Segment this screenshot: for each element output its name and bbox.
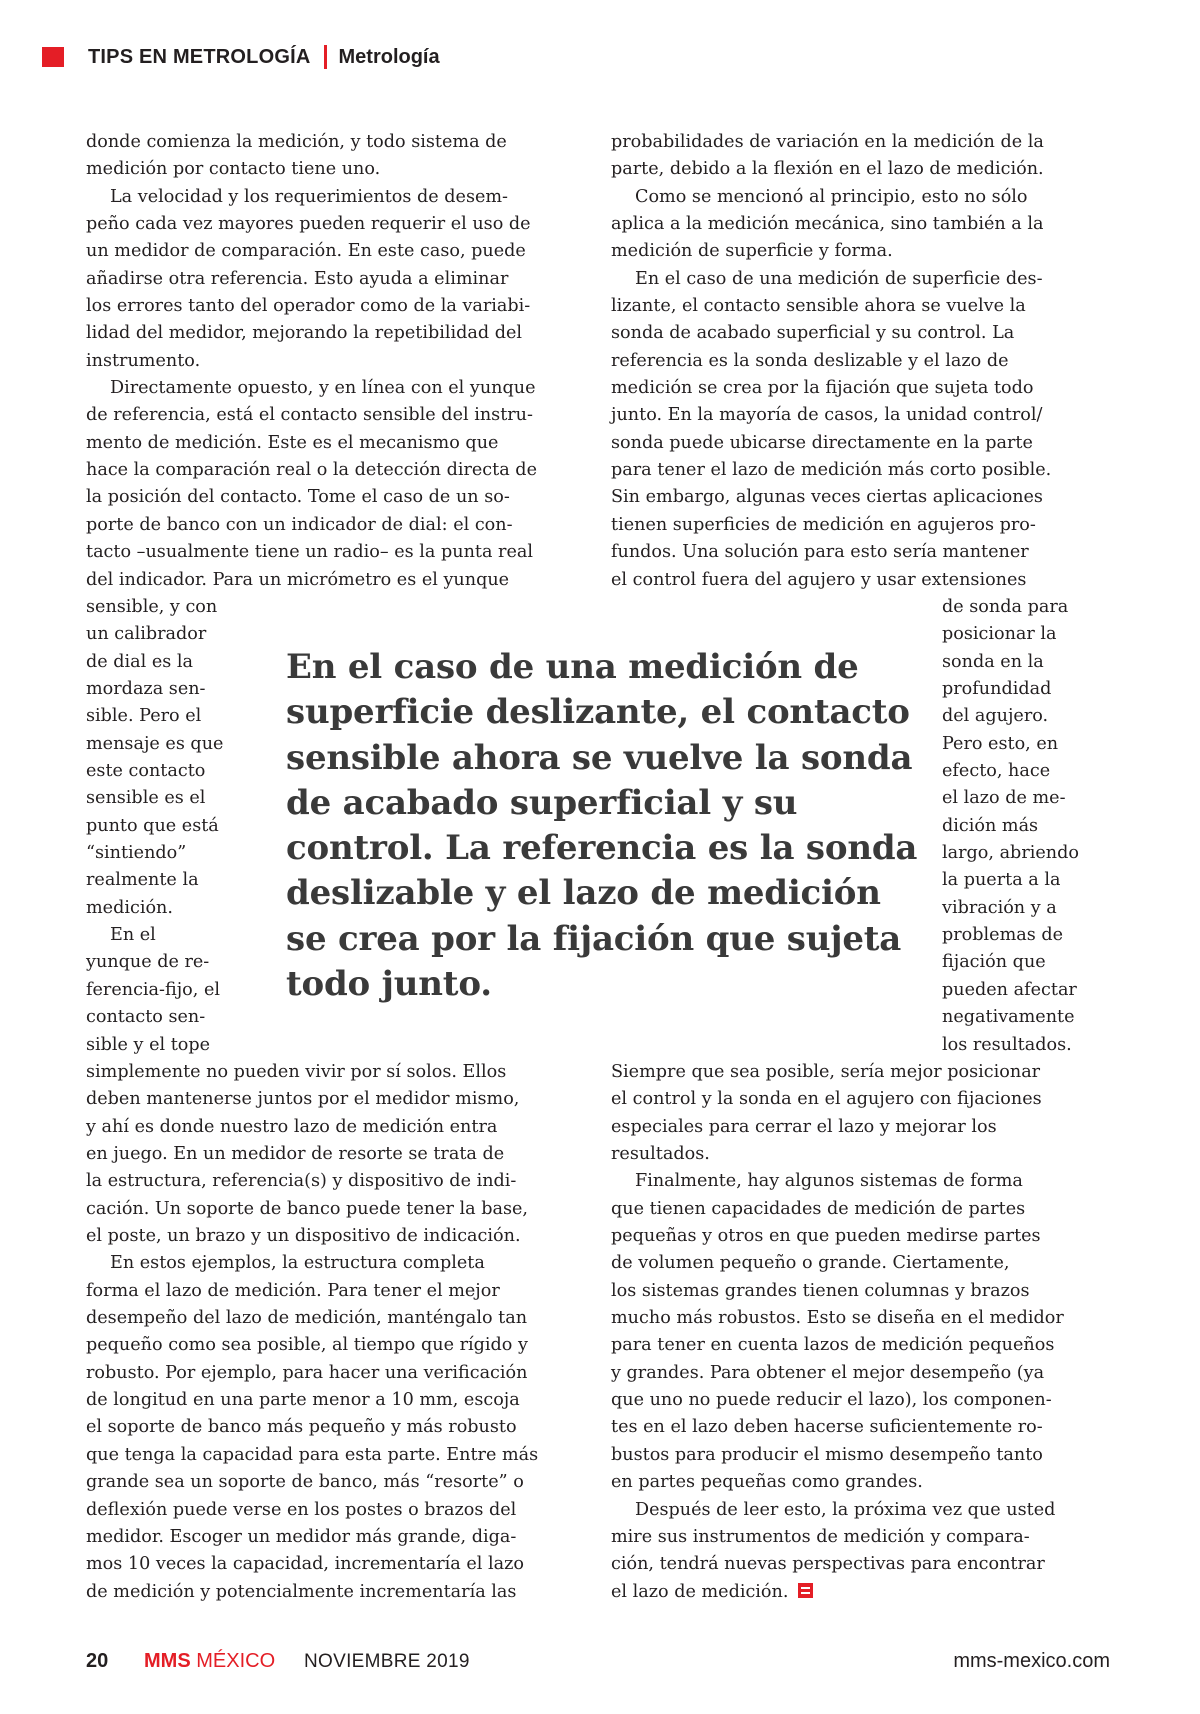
text-line: sible. Pero el (86, 706, 202, 727)
text-line: pequeño como sea posible, al tiempo que rígido y (86, 1335, 528, 1356)
text-line: En el caso de una medición de superficie des- (635, 268, 1043, 289)
text-line: mento de medición. Este es el mecanismo que (86, 432, 499, 453)
pull-quote-line: superficie deslizante, el contacto (286, 692, 910, 733)
text-line: especiales para cerrar el lazo y mejorar los (611, 1116, 997, 1137)
text-line: vibración y a (942, 897, 1057, 918)
text-line: mire sus instrumentos de medición y compara- (611, 1526, 1030, 1547)
text-line: ción, tendrá nuevas perspectivas para encontrar (611, 1554, 1045, 1575)
text-line: posicionar la (942, 624, 1057, 645)
text-line: medición se crea por la fijación que sujeta todo (611, 378, 1034, 399)
text-line: instrumento. (86, 350, 201, 371)
text-line: simplemente no pueden vivir por sí solos. Ellos (86, 1062, 507, 1082)
section-title: TIPS EN METROLOGÍA (88, 45, 311, 68)
text-line: negativamente (942, 1007, 1075, 1028)
text-line: contacto sen- (86, 1007, 206, 1028)
text-line: “sintiendo” (86, 843, 187, 864)
text-line: el control fuera del agujero y usar extensiones (611, 569, 1027, 590)
text-line: sensible, y con (86, 597, 218, 617)
text-line: hace la comparación real o la detección directa de (86, 460, 537, 481)
text-line: referencia es la sonda deslizable y el lazo de (611, 350, 1009, 371)
right-column-narrow (942, 594, 1079, 1059)
text-line: un calibrador (86, 624, 207, 645)
text-line: mensaje es que (86, 733, 224, 754)
magazine-brand (144, 1650, 275, 1673)
brand-rest: MÉXICO (190, 1650, 276, 1672)
pull-quote-line: todo junto. (286, 964, 492, 1005)
text-line: forma el lazo de medición. Para tener el mejor (86, 1280, 500, 1301)
left-column-top (86, 129, 537, 594)
text-line: fijación que (942, 952, 1046, 973)
text-line: punto que está (86, 815, 219, 836)
pull-quote-line: control. La referencia es la sonda (286, 828, 918, 869)
right-column-bottom (611, 1059, 1064, 1606)
text-line: deben mantenerse juntos por el medidor mismo, (86, 1089, 520, 1110)
text-line: Finalmente, hay algunos sistemas de forma (635, 1171, 1023, 1192)
text-line: medición de superficie y forma. (611, 241, 893, 262)
text-line: un medidor de comparación. En este caso, puede (86, 241, 526, 262)
text-line: pueden afectar (942, 979, 1077, 1000)
text-line: este contacto (86, 761, 206, 782)
text-line: yunque de re- (86, 952, 210, 973)
text-line: bustos para producir el mismo desempeño tanto (611, 1444, 1043, 1465)
text-line: dición más (942, 815, 1039, 836)
text-line: largo, abriendo (942, 843, 1079, 864)
text-line: cación. Un soporte de banco puede tener la base, (86, 1198, 529, 1219)
text-line: que tienen capacidades de medición de partes (611, 1198, 1026, 1219)
text-line: efecto, hace (942, 761, 1051, 782)
text-line: En estos ejemplos, la estructura completa (110, 1253, 485, 1274)
text-line: y ahí es donde nuestro lazo de medición entra (86, 1116, 498, 1137)
text-line: junto. En la mayoría de casos, la unidad control/ (611, 405, 1043, 426)
text-line: los sistemas grandes tienen columnas y brazos (611, 1280, 1030, 1301)
text-line: Siempre que sea posible, sería mejor posicionar (611, 1062, 1041, 1082)
left-column-narrow (86, 594, 223, 1059)
text-line: medidor. Escoger un medidor más grande, diga- (86, 1526, 517, 1547)
text-line: fundos. Una solución para esto sería mantener (611, 542, 1029, 563)
text-line: la posición del contacto. Tome el caso de un so- (86, 487, 510, 508)
text-line: el soporte de banco más pequeño y más robusto (86, 1417, 517, 1438)
text-line: el poste, un brazo y un dispositivo de indicación. (86, 1226, 521, 1247)
text-line: Como se mencionó al principio, esto no sólo (635, 186, 1028, 207)
text-line: y grandes. Para obtener el mejor desempeño (ya (611, 1362, 1045, 1383)
text-line: grande sea un soporte de banco, más “resorte” o (86, 1472, 524, 1493)
left-column-bottom (86, 1059, 538, 1606)
text-line: robusto. Por ejemplo, para hacer una verificación (86, 1362, 528, 1383)
text-line: En el (110, 925, 156, 946)
text-line: sonda puede ubicarse directamente en la parte (611, 432, 1033, 453)
text-line: para tener el lazo de medición más corto posible. (611, 460, 1052, 481)
text-line: añadirse otra referencia. Esto ayuda a eliminar (86, 268, 509, 289)
text-line: desempeño del lazo de medición, manténgalo tan (86, 1308, 528, 1329)
pull-quote-line: de acabado superficial y su (286, 782, 798, 823)
text-line: porte de banco con un indicador de dial: el con- (86, 514, 513, 535)
text-line: para tener en cuenta lazos de medición pequeños (611, 1335, 1055, 1356)
text-line: Directamente opuesto, y en línea con el yunque (110, 378, 536, 399)
text-line: La velocidad y los requerimientos de desem- (110, 186, 509, 207)
text-line: de sonda para (942, 597, 1069, 617)
text-line: del indicador. Para un micrómetro es el yunque (86, 569, 510, 590)
pull-quote-line: se crea por la fijación que sujeta (286, 918, 902, 959)
right-column-top (611, 129, 1051, 594)
text-line: sensible es el (86, 788, 206, 809)
text-line: profundidad (942, 679, 1052, 700)
section-category: Metrología (338, 45, 440, 68)
text-line: sonda en la (942, 651, 1044, 672)
text-line: peño cada vez mayores pueden requerir el uso de (86, 214, 531, 235)
text-line: tienen superficies de medición en agujeros pro- (611, 514, 1036, 535)
text-line: medición. (86, 897, 173, 918)
text-line: Después de leer esto, la próxima vez que usted (635, 1499, 1056, 1520)
text-line: la puerta a la (942, 870, 1061, 891)
text-line: donde comienza la medición, y todo sistema de (86, 132, 507, 152)
text-line: lidad del medidor, mejorando la repetibilidad del (86, 323, 523, 344)
pull-quote-line: deslizable y el lazo de medición (286, 873, 881, 914)
text-line: ferencia-fijo, el (86, 979, 220, 1000)
text-line: problemas de (942, 925, 1064, 946)
text-line: mucho más robustos. Esto se diseña en el medidor (611, 1308, 1064, 1329)
text-line: aplica a la medición mecánica, sino también a la (611, 214, 1044, 235)
text-line: en partes pequeñas como grandes. (611, 1472, 923, 1493)
text-line: que uno no puede reducir el lazo), los componen- (611, 1390, 1052, 1411)
pull-quote-line: sensible ahora se vuelve la sonda (286, 737, 913, 778)
text-line: resultados. (611, 1144, 710, 1165)
red-square-icon (42, 47, 64, 67)
text-line: la estructura, referencia(s) y dispositivo de indi- (86, 1171, 517, 1192)
text-line: del agujero. (942, 706, 1049, 727)
page-footer (86, 1650, 1110, 1678)
end-of-article-icon (798, 1583, 813, 1598)
text-line: deflexión puede verse en los postes o brazos del (86, 1499, 517, 1520)
website-url[interactable]: mms-mexico.com (953, 1650, 1110, 1672)
text-line: realmente la (86, 870, 199, 891)
text-line: pequeñas y otros en que pueden medirse partes (611, 1226, 1041, 1247)
issue-date: NOVIEMBRE 2019 (304, 1651, 470, 1672)
page-header (42, 42, 440, 72)
text-line: Pero esto, en (942, 733, 1059, 754)
text-line: sible y el tope (86, 1034, 211, 1055)
text-line: de dial es la (86, 651, 194, 672)
text-line: el control y la sonda en el agujero con fijaciones (611, 1089, 1042, 1110)
text-line: parte, debido a la flexión en el lazo de medición. (611, 159, 1044, 180)
text-line: el lazo de medición. (611, 1579, 1064, 1606)
text-line: mordaza sen- (86, 679, 206, 700)
text-line: de volumen pequeño o grande. Ciertamente, (611, 1253, 1010, 1274)
text-line: el lazo de me- (942, 788, 1066, 809)
text-line: de longitud en una parte menor a 10 mm, escoja (86, 1390, 520, 1411)
text-line: lizante, el contacto sensible ahora se vuelve la (611, 296, 1026, 317)
page-number: 20 (86, 1650, 109, 1672)
brand-bold: MMS (144, 1650, 191, 1672)
text-line: probabilidades de variación en la medición de la (611, 132, 1044, 152)
header-divider (324, 45, 327, 69)
text-line: los resultados. (942, 1034, 1072, 1055)
text-line: los errores tanto del operador como de la variabi- (86, 296, 531, 317)
text-line: tacto –usualmente tiene un radio– es la punta real (86, 542, 533, 563)
text-line: que tenga la capacidad para esta parte. Entre más (86, 1444, 539, 1465)
text-line: de medición y potencialmente incrementaría las (86, 1581, 517, 1602)
text-line: en juego. En un medidor de resorte se trata de (86, 1144, 505, 1165)
pull-quote-line: En el caso de una medición de (286, 647, 859, 687)
text-line: sonda de acabado superficial y su control. La (611, 323, 1015, 344)
text-line: de referencia, está el contacto sensible del instru- (86, 405, 533, 426)
text-line: tes en el lazo deben hacerse suficientemente ro- (611, 1417, 1043, 1438)
pull-quote (286, 645, 917, 1007)
text-line: Sin embargo, algunas veces ciertas aplicaciones (611, 487, 1043, 508)
text-line: medición por contacto tiene uno. (86, 159, 381, 180)
text-line: mos 10 veces la capacidad, incrementaría el lazo (86, 1554, 524, 1575)
